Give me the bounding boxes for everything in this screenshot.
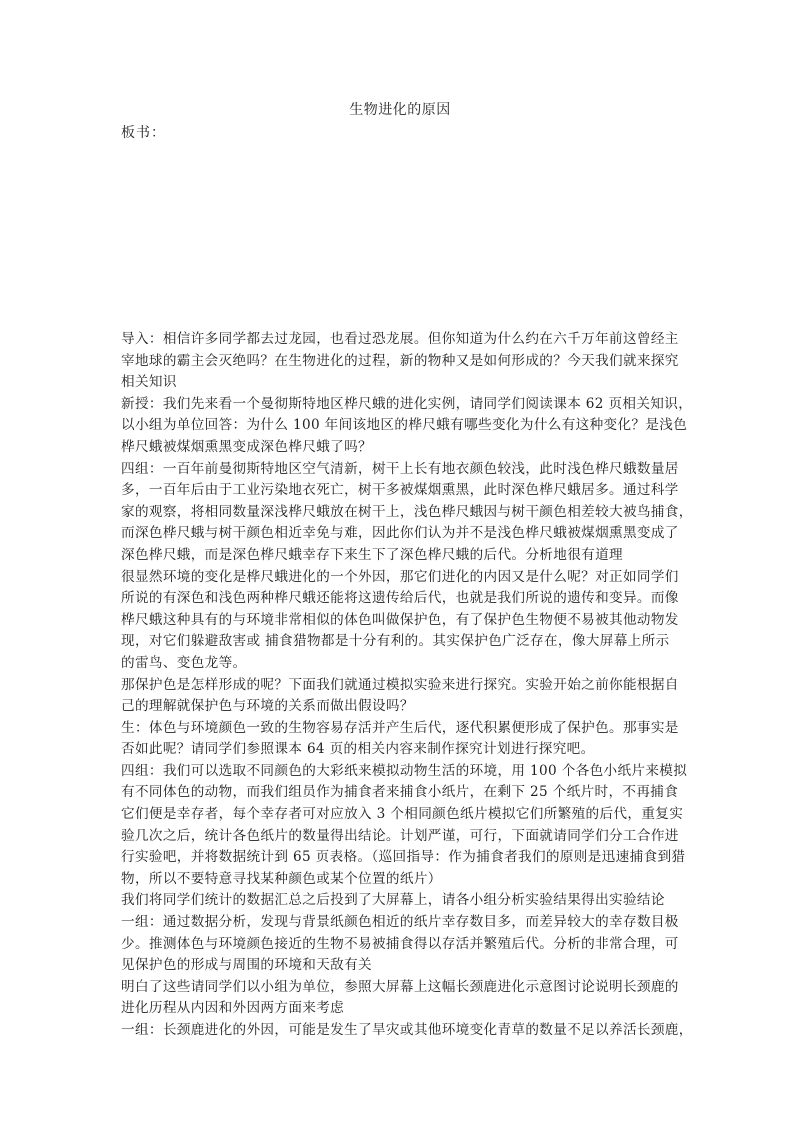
group-four-answer-line: 深色桦尺蛾，而是深色桦尺蛾幸存下来生下了深色桦尺蛾的后代。分析地很有道理 [121,546,623,563]
document-body [121,329,691,1042]
data-summary-line: 我们将同学们统计的数据汇总之后投到了大屏幕上，请各小组分析实验结果得出实验结论 [121,892,665,909]
protective-color-line: 现，对它们躲避敌害或 捕食猎物都是十分有利的。其实保护色广泛存在，像大屏幕上所示 [121,633,670,650]
student-hypothesis-line: 否如此呢？请同学们参照课本 64 页的相关内容来制作探究计划进行探究吧。 [121,741,595,758]
board-notes-label: 板书： [121,125,166,141]
experiment-plan-line: 物，所以不要特意寻找某种颜色或某个位置的纸片） [121,870,442,887]
intro-line: 相关知识 [121,374,177,391]
group-one-conclusion-line: 见保护色的形成与周围的环境和天敌有关 [121,957,372,974]
group-four-answer-line: 而深色桦尺蛾与树干颜色相近幸免与难，因此你们认为并不是浅色桦尺蛾被煤烟熏黑变成了 [121,525,679,542]
giraffe-answer-line: 一组：长颈鹿进化的外因，可能是发生了旱灾或其他环境变化青草的数量不足以养活长颈鹿， [121,1022,693,1038]
experiment-plan-line: 它们便是幸存者，每个幸存者可对应放入 3 个相同颜色纸片模拟它们所繁殖的后代，重复实 [121,806,684,823]
new-lesson-line: 新授：我们先来看一个曼彻斯特地区桦尺蛾的进化实例，请同学们阅读课本 62 页相关知识， [121,395,693,412]
group-four-answer-line: 家的观察，将相同数量深浅桦尺蛾放在树干上，浅色桦尺蛾因与树干颜色相差较大被鸟捕食， [121,503,693,520]
group-one-conclusion-line: 少。推测体色与环境颜色接近的生物不易被捕食得以存活并繁殖后代。分析的非常合理，可 [121,935,679,952]
intro-line: 导入：相信许多同学都去过龙园，也看过恐龙展。但你知道为什么约在六千万年前这曾经主 [121,331,679,347]
experiment-plan-line: 验几次之后，统计各色纸片的数量得出结论。计划严谨，可行，下面就请同学们分工合作进 [121,827,679,844]
giraffe-discussion-line: 进化历程从内因和外因两方面来考虑 [121,1000,345,1017]
intro-line: 宰地球的霸主会灭绝吗？在生物进化的过程，新的物种又是如何形成的？今天我们就来探究 [121,352,679,369]
group-one-conclusion-line: 一组：通过数据分析，发现与背景纸颜色相近的纸片幸存数目多，而差异较大的幸存数目极 [121,914,679,931]
protective-color-line: 的雷鸟、变色龙等。 [121,654,247,671]
document-title: 生物进化的原因 [349,102,451,118]
new-lesson-line: 以小组为单位回答：为什么 100 年间该地区的桦尺蛾有哪些变化为什么有这种变化？是浅色 [121,417,688,434]
hypothesis-question-line: 那保护色是怎样形成的呢？下面我们就通过模拟实验来进行探究。实验开始之前你能根据自 [121,676,679,693]
student-hypothesis-line: 生：体色与环境颜色一致的生物容易存活并产生后代，逐代积累便形成了保护色。那事实是 [121,719,679,736]
experiment-plan-line: 有不同体色的动物，而我们组员作为捕食者来捕食小纸片，在剩下 25 个纸片时，不再捕食 [121,784,679,801]
giraffe-discussion-line: 明白了这些请同学们以小组为单位，参照大屏幕上这幅长颈鹿进化示意图讨论说明长颈鹿的 [121,978,679,995]
group-four-answer-line: 四组：一百年前曼彻斯特地区空气清新，树干上长有地衣颜色较浅，此时浅色桦尺蛾数量居 [121,460,679,477]
protective-color-line: 桦尺蛾这种具有的与环境非常相似的体色叫做保护色，有了保护色生物便不易被其他动物发 [121,611,679,628]
group-four-answer-line: 多，一百年后由于工业污染地衣死亡，树干多被煤烟熏黑，此时深色桦尺蛾居多。通过科学 [121,482,679,499]
hypothesis-question-line: 己的理解就保护色与环境的关系而做出假设吗？ [121,698,414,715]
experiment-plan-line: 行实验吧，并将数据统计到 65 页表格。（巡回指导：作为捕食者我们的原则是迅速捕食到猎 [121,849,686,866]
new-lesson-line: 桦尺蛾被煤烟熏黑变成深色桦尺蛾了吗？ [121,438,372,455]
experiment-plan-line: 四组：我们可以选取不同颜色的大彩纸来模拟动物生活的环境，用 100 个各色小纸片来模拟 [121,762,688,779]
protective-color-line: 所说的有深色和浅色两种桦尺蛾还能将这遗传给后代，也就是我们所说的遗传和变异。而像 [121,590,679,607]
protective-color-line: 很显然环境的变化是桦尺蛾进化的一个外因，那它们进化的内因又是什么呢？对正如同学们 [121,568,679,585]
